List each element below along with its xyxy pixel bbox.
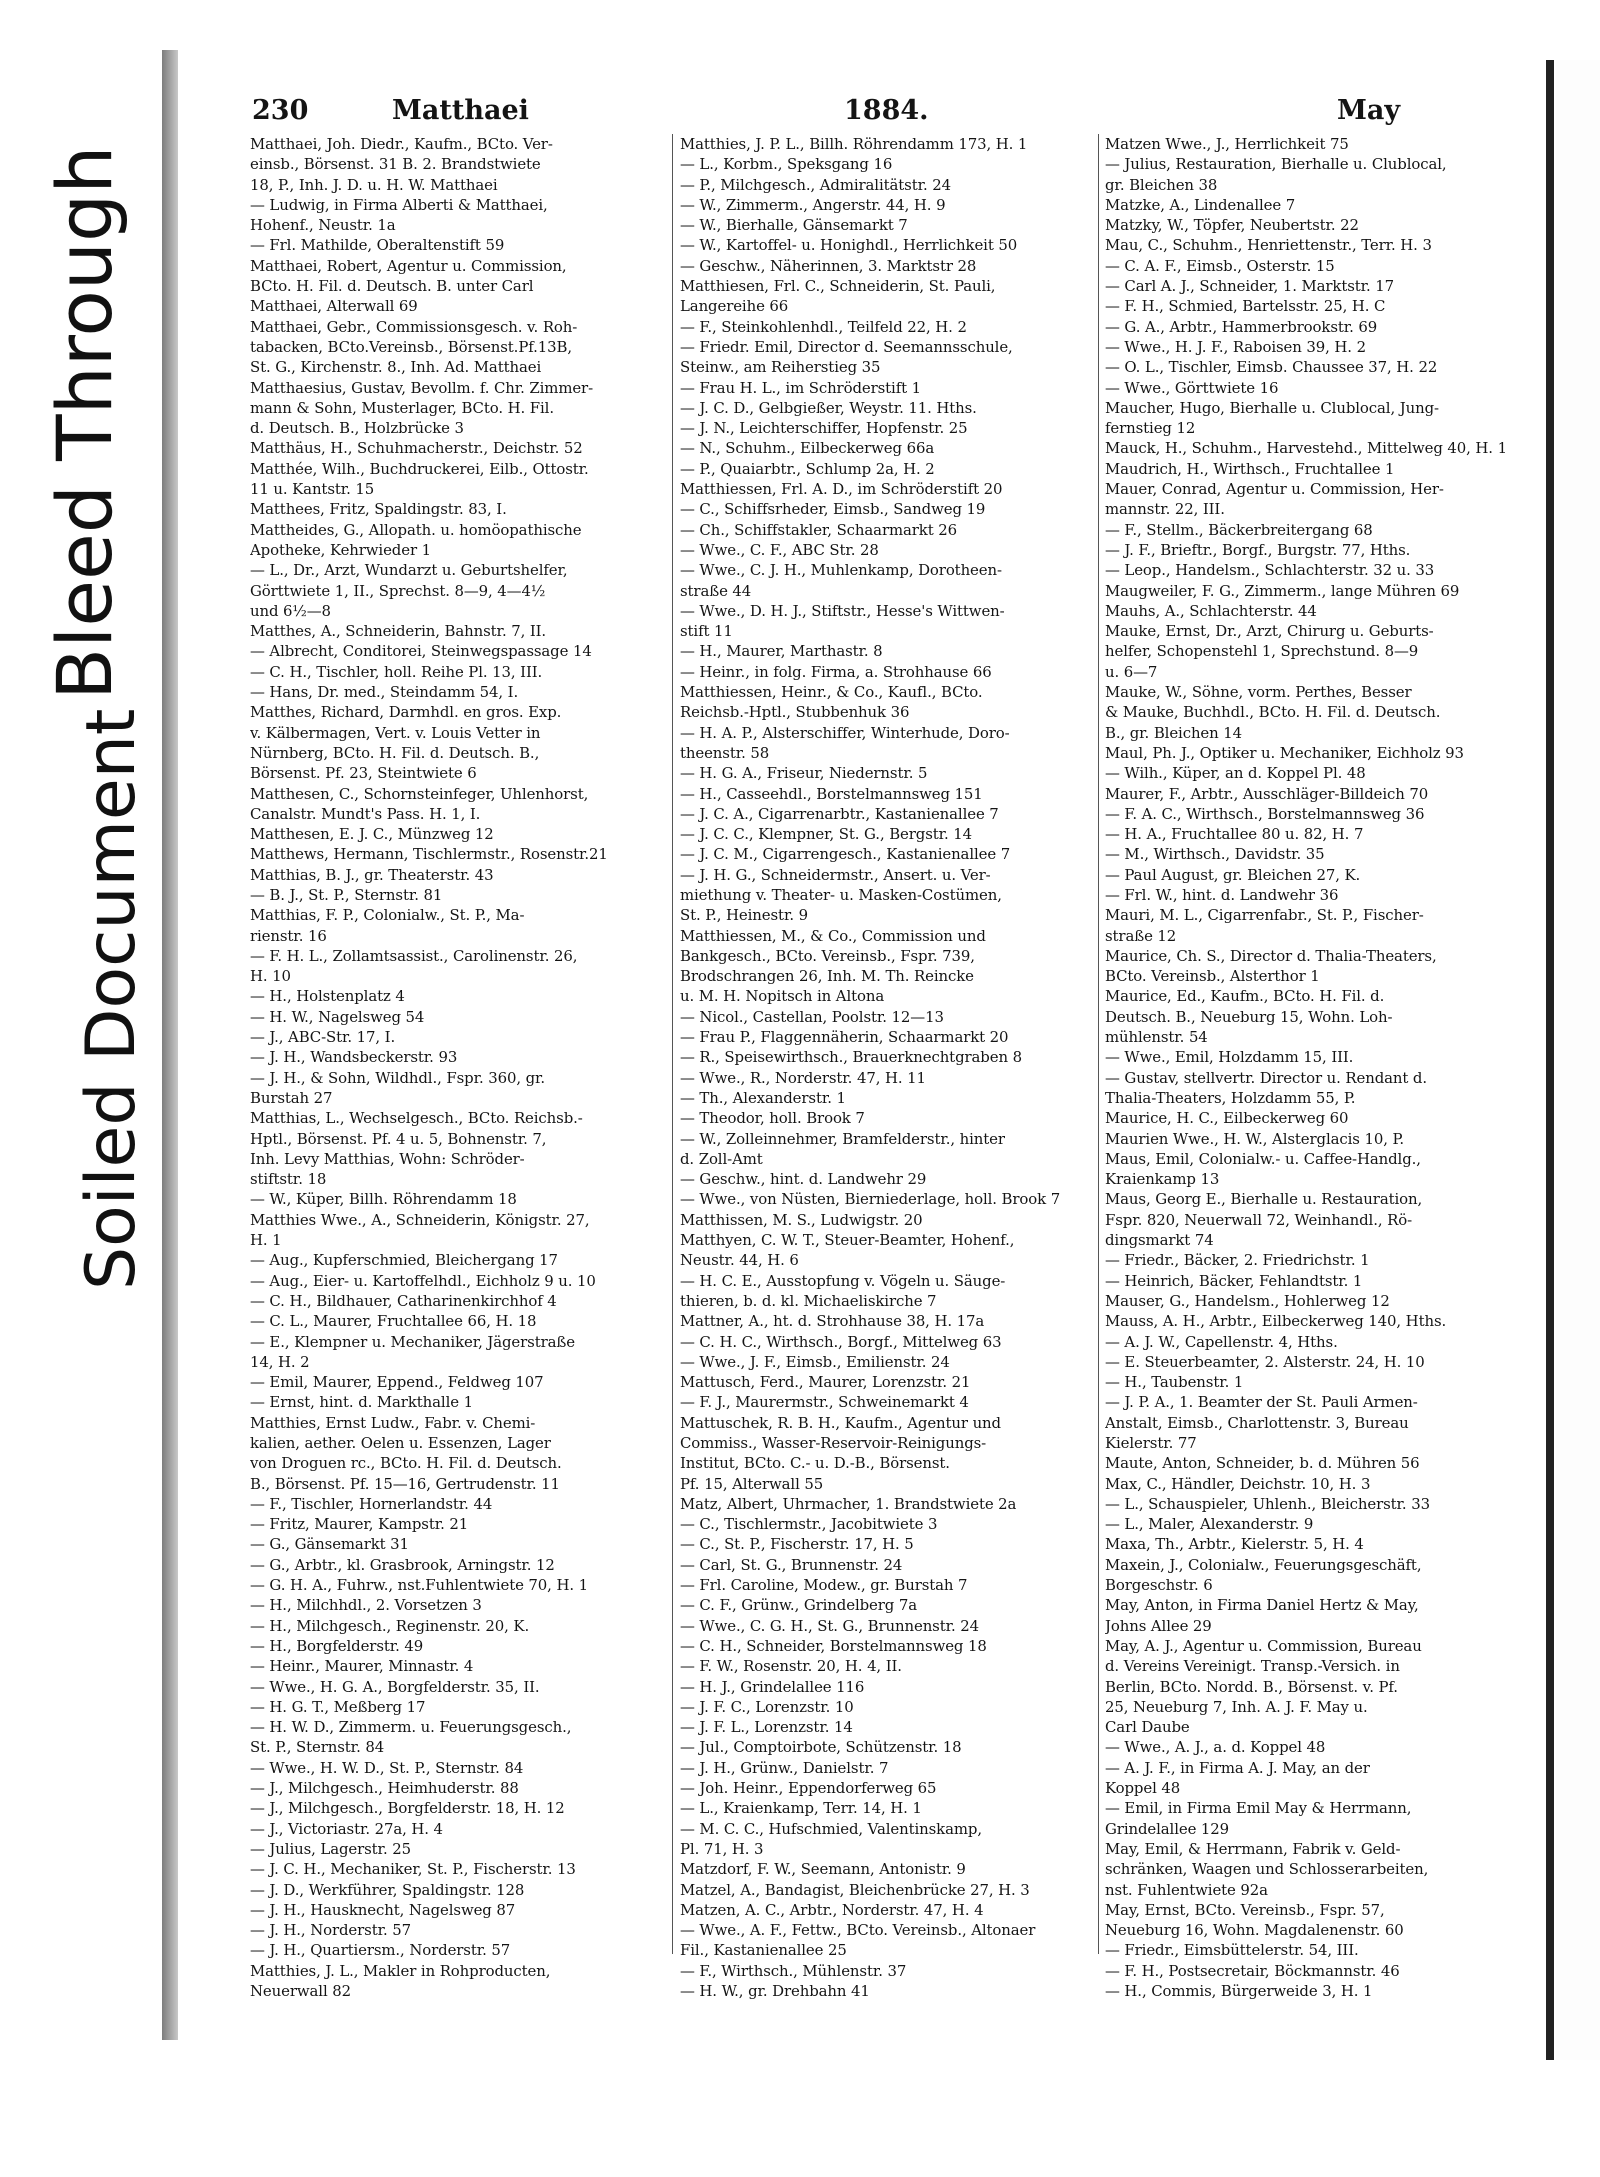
page-number: 230 xyxy=(252,95,309,126)
directory-entry-line: 25, Neueburg 7, Inh. A. J. F. May u. xyxy=(1105,1697,1368,1716)
directory-entry-line: Mauke, W., Söhne, vorm. Perthes, Besser xyxy=(1105,683,1412,702)
directory-entry-line: Neueburg 16, Wohn. Magdalenenstr. 60 xyxy=(1105,1921,1404,1940)
directory-entry-line: Matthiessen, Heinr., & Co., Kaufl., BCto. xyxy=(680,683,983,702)
directory-entry-line: Matthyen, C. W. T., Steuer-Beamter, Hohenf., xyxy=(680,1231,1015,1250)
directory-entry-line: — C., Tischlermstr., Jacobitwiete 3 xyxy=(680,1515,938,1534)
directory-entry-line: — Emil, in Firma Emil May & Herrmann, xyxy=(1105,1799,1412,1818)
directory-entry-line: — J. C. C., Klempner, St. G., Bergstr. 14 xyxy=(680,825,973,844)
column-rule xyxy=(1098,134,1099,1954)
directory-entry-line: Neustr. 44, H. 6 xyxy=(680,1251,799,1270)
directory-entry-line: — G., Arbtr., kl. Grasbrook, Arningstr. 12 xyxy=(250,1555,555,1574)
directory-entry-line: May, Ernst, BCto. Vereinsb., Fspr. 57, xyxy=(1105,1900,1385,1919)
directory-entry-line: Matthaei, Robert, Agentur u. Commission, xyxy=(250,256,567,275)
directory-entry-line: — Julius, Lagerstr. 25 xyxy=(250,1839,411,1858)
directory-entry-line: tabacken, BCto.Vereinsb., Börsenst.Pf.13B, xyxy=(250,337,572,356)
directory-entry-line: u. 6—7 xyxy=(1105,662,1158,681)
directory-entry-line: Matthäus, H., Schuhmacherstr., Deichstr. 52 xyxy=(250,439,583,458)
directory-entry-line: — B. J., St. P., Sternstr. 81 xyxy=(250,885,443,904)
directory-entry-line: — C. H. C., Wirthsch., Borgf., Mittelweg 63 xyxy=(680,1332,1002,1351)
directory-entry-line: von Droguen rc., BCto. H. Fil. d. Deutsch. xyxy=(250,1454,562,1473)
directory-entry-line: — J., Milchgesch., Heimhuderstr. 88 xyxy=(250,1779,519,1798)
directory-entry-line: Matthies, Ernst Ludw., Fabr. v. Chemi- xyxy=(250,1413,536,1432)
directory-entry-line: Mattuschek, R. B. H., Kaufm., Agentur und xyxy=(680,1413,1001,1432)
directory-entry-line: — P., Milchgesch., Admiralitätstr. 24 xyxy=(680,175,951,194)
directory-entry-line: Mauri, M. L., Cigarrenfabr., St. P., Fischer- xyxy=(1105,906,1424,925)
directory-entry-line: — Wwe., Görttwiete 16 xyxy=(1105,378,1279,397)
directory-entry-line: miethung v. Theater- u. Masken-Costümen, xyxy=(680,885,1002,904)
directory-entry-line: — F. J., Maurermstr., Schweinemarkt 4 xyxy=(680,1393,969,1412)
directory-entry-line: — Ludwig, in Firma Alberti & Matthaei, xyxy=(250,195,548,214)
directory-entry-line: — J., Milchgesch., Borgfelderstr. 18, H. 12 xyxy=(250,1799,565,1818)
directory-entry-line: — J. H., & Sohn, Wildhdl., Fspr. 360, gr. xyxy=(250,1068,546,1087)
directory-entry-line: Maxa, Th., Arbtr., Kielerstr. 5, H. 4 xyxy=(1105,1535,1364,1554)
directory-entry-line: Matthiessen, Frl. A. D., im Schröderstift 20 xyxy=(680,480,1003,499)
directory-entry-line: — H. W. D., Zimmerm. u. Feuerungsgesch., xyxy=(250,1718,572,1737)
directory-entry-line: — Carl, St. G., Brunnenstr. 24 xyxy=(680,1555,903,1574)
header-left-word: Matthaei xyxy=(392,95,529,126)
directory-entry-line: — J., ABC-Str. 17, I. xyxy=(250,1028,396,1047)
directory-entry-line: d. Zoll-Amt xyxy=(680,1149,763,1168)
directory-entry-line: — H. A. P., Alsterschiffer, Winterhude, Doro- xyxy=(680,723,1010,742)
directory-entry-line: Matzen Wwe., J., Herrlichkeit 75 xyxy=(1105,135,1349,153)
adjacent-page-strip xyxy=(1556,60,1600,2060)
directory-entry-line: fernstieg 12 xyxy=(1105,419,1196,438)
directory-entry-line: St. G., Kirchenstr. 8., Inh. Ad. Matthaei xyxy=(250,358,542,377)
directory-entry-line: Langereihe 66 xyxy=(680,297,789,316)
directory-entry-line: — F., Stellm., Bäckerbreitergang 68 xyxy=(1105,520,1373,539)
directory-entry-line: Maute, Anton, Schneider, b. d. Mühren 56 xyxy=(1105,1454,1420,1473)
directory-entry-line: Matthissen, M. S., Ludwigstr. 20 xyxy=(680,1210,923,1229)
directory-entry-line: — Theodor, holl. Brook 7 xyxy=(680,1109,865,1128)
directory-entry-line: Mauer, Conrad, Agentur u. Commission, Her- xyxy=(1105,480,1444,499)
directory-entry-line: — Wwe., D. H. J., Stiftstr., Hesse's Wittwen- xyxy=(680,601,1005,620)
directory-entry-line: — H. G. T., Meßberg 17 xyxy=(250,1697,426,1716)
directory-entry-line: — J. C. M., Cigarrengesch., Kastanienallee 7 xyxy=(680,845,1011,864)
directory-entry-line: Matzel, A., Bandagist, Bleichenbrücke 27, H. 3 xyxy=(680,1880,1030,1899)
directory-entry-line: — H., Maurer, Marthastr. 8 xyxy=(680,642,883,661)
column-rule xyxy=(672,134,673,1954)
directory-entry-line: Maurer, F., Arbtr., Ausschläger-Billdeich 70 xyxy=(1105,784,1429,803)
directory-entry-line: — F., Steinkohlenhdl., Teilfeld 22, H. 2 xyxy=(680,317,967,336)
directory-entry-line: — Friedr., Eimsbüttelerstr. 54, III. xyxy=(1105,1941,1359,1960)
directory-entry-line: — G. H. A., Fuhrw., nst.Fuhlentwiete 70, H. 1 xyxy=(250,1576,588,1595)
directory-entry-line: helfer, Schopenstehl 1, Sprechstund. 8—9 xyxy=(1105,642,1419,661)
directory-entry-line: Bankgesch., BCto. Vereinsb., Fspr. 739, xyxy=(680,946,975,965)
directory-entry-line: stiftstr. 18 xyxy=(250,1170,327,1189)
directory-entry-line: Maudrich, H., Wirthsch., Fruchtallee 1 xyxy=(1105,459,1395,478)
directory-entry-line: — Frau P., Flaggennäherin, Schaarmarkt 20 xyxy=(680,1028,1009,1047)
directory-entry-line: Matthesen, E. J. C., Münzweg 12 xyxy=(250,825,494,844)
directory-entry-line: — H. G. A., Friseur, Niedernstr. 5 xyxy=(680,764,928,783)
directory-entry-line: stift 11 xyxy=(680,622,733,641)
directory-entry-line: Deutsch. B., Neueburg 15, Wohn. Loh- xyxy=(1105,1007,1393,1026)
directory-entry-line: — H. W., gr. Drehbahn 41 xyxy=(680,1982,870,2001)
directory-entry-line: Canalstr. Mundt's Pass. H. 1, I. xyxy=(250,804,481,823)
directory-entry-line: May, Anton, in Firma Daniel Hertz & May, xyxy=(1105,1596,1419,1615)
directory-entry-line: Matzke, A., Lindenallee 7 xyxy=(1105,195,1296,214)
directory-entry-line: — Friedr., Bäcker, 2. Friedrichstr. 1 xyxy=(1105,1251,1370,1270)
directory-entry-line: — Wwe., von Nüsten, Bierniederlage, holl. Brook 7 xyxy=(680,1190,1061,1209)
directory-entry-line: — Wilh., Küper, an d. Koppel Pl. 48 xyxy=(1105,764,1366,783)
directory-entry-line: Neuerwall 82 xyxy=(250,1982,351,2001)
directory-entry-line: Hohenf., Neustr. 1a xyxy=(250,216,396,235)
directory-entry-line: Pf. 15, Alterwall 55 xyxy=(680,1474,824,1493)
directory-entry-line: Mattusch, Ferd., Maurer, Lorenzstr. 21 xyxy=(680,1373,971,1392)
directory-entry-line: rienstr. 16 xyxy=(250,926,327,945)
directory-entry-line: — W., Bierhalle, Gänsemarkt 7 xyxy=(680,216,908,235)
directory-entry-line: Matzdorf, F. W., Seemann, Antonistr. 9 xyxy=(680,1860,966,1879)
directory-entry-line: — C. H., Schneider, Borstelmannsweg 18 xyxy=(680,1636,987,1655)
directory-entry-line: Matthias, L., Wechselgesch., BCto. Reichsb.- xyxy=(250,1109,583,1128)
directory-entry-line: — H., Commis, Bürgerweide 3, H. 1 xyxy=(1105,1982,1373,2001)
directory-entry-line: — Wwe., J. F., Eimsb., Emilienstr. 24 xyxy=(680,1352,950,1371)
directory-entry-line: gr. Bleichen 38 xyxy=(1105,175,1218,194)
directory-entry-line: d. Vereins Vereinigt. Transp.-Versich. in xyxy=(1105,1657,1400,1676)
directory-entry-line: Kraienkamp 13 xyxy=(1105,1170,1220,1189)
directory-entry-line: Mauser, G., Handelsm., Hohlerweg 12 xyxy=(1105,1291,1390,1310)
directory-entry-line: — Frl. Caroline, Modew., gr. Burstah 7 xyxy=(680,1576,968,1595)
directory-entry-line: thieren, b. d. kl. Michaeliskirche 7 xyxy=(680,1291,937,1310)
directory-entry-line: Görttwiete 1, II., Sprechst. 8—9, 4—4½ xyxy=(250,581,546,600)
directory-entry-line: — L., Kraienkamp, Terr. 14, H. 1 xyxy=(680,1799,922,1818)
directory-entry-line: — Wwe., A. F., Fettw., BCto. Vereinsb., Altonaer xyxy=(680,1921,1036,1940)
directory-entry-line: — F. A. C., Wirthsch., Borstelmannsweg 36 xyxy=(1105,804,1425,823)
directory-entry-line: — Jul., Comptoirbote, Schützenstr. 18 xyxy=(680,1738,962,1757)
directory-entry-line: — J. P. A., 1. Beamter der St. Pauli Armen- xyxy=(1105,1393,1418,1412)
directory-entry-line: — Carl A. J., Schneider, 1. Marktstr. 17 xyxy=(1105,277,1395,296)
directory-entry-line: & Mauke, Buchhdl., BCto. H. Fil. d. Deutsch. xyxy=(1105,703,1441,722)
directory-entry-line: Nürnberg, BCto. H. Fil. d. Deutsch. B., xyxy=(250,743,540,762)
directory-entry-line: Maucher, Hugo, Bierhalle u. Clublocal, Jung- xyxy=(1105,398,1439,417)
directory-entry-line: kalien, aether. Oelen u. Essenzen, Lager xyxy=(250,1434,551,1452)
directory-entry-line: nst. Fuhlentwiete 92a xyxy=(1105,1880,1268,1899)
directory-entry-line: BCto. H. Fil. d. Deutsch. B. unter Carl xyxy=(250,277,534,296)
directory-entry-line: Matthes, Richard, Darmhdl. en gros. Exp. xyxy=(250,703,562,722)
directory-entry-line: — H. W., Nagelsweg 54 xyxy=(250,1007,425,1026)
directory-entry-line: — F. H., Postsecretair, Böckmannstr. 46 xyxy=(1105,1961,1400,1980)
directory-entry-line: Matthaei, Alterwall 69 xyxy=(250,297,418,316)
directory-entry-line: — J. H., Norderstr. 57 xyxy=(250,1921,411,1940)
directory-entry-line: Thalia-Theaters, Holzdamm 55, P. xyxy=(1105,1088,1356,1107)
directory-entry-line: — H. J., Grindelallee 116 xyxy=(680,1677,865,1696)
directory-entry-line: — Wwe., R., Norderstr. 47, H. 11 xyxy=(680,1068,926,1087)
directory-entry-line: Maurice, H. C., Eilbeckerweg 60 xyxy=(1105,1109,1349,1128)
directory-entry-line: Matthies, J. P. L., Billh. Röhrendamm 173, H. 1 xyxy=(680,135,1028,153)
directory-entry-line: — J. H., Hausknecht, Nagelsweg 87 xyxy=(250,1900,516,1919)
directory-entry-line: straße 44 xyxy=(680,581,752,600)
bleed-through-stamp: Bleed Through xyxy=(40,145,129,700)
directory-entry-line: Matz, Albert, Uhrmacher, 1. Brandstwiete 2a xyxy=(680,1494,1017,1513)
directory-entry-line: — E. Steuerbeamter, 2. Alsterstr. 24, H. 10 xyxy=(1105,1352,1425,1371)
directory-entry-line: Kielerstr. 77 xyxy=(1105,1434,1197,1452)
directory-entry-line: Matthias, B. J., gr. Theaterstr. 43 xyxy=(250,865,494,884)
directory-entry-line: Apotheke, Kehrwieder 1 xyxy=(250,540,431,559)
directory-entry-line: — C. H., Bildhauer, Catharinenkirchhof 4 xyxy=(250,1291,557,1310)
directory-entry-line: Inh. Levy Matthias, Wohn: Schröder- xyxy=(250,1149,525,1168)
directory-entry-line: — H., Milchgesch., Reginenstr. 20, K. xyxy=(250,1616,530,1635)
directory-entry-line: — L., Schauspieler, Uhlenh., Bleicherstr. 33 xyxy=(1105,1494,1430,1513)
directory-column-1 xyxy=(250,134,670,2001)
directory-entry-line: — C. A. F., Eimsb., Osterstr. 15 xyxy=(1105,256,1335,275)
directory-entry-line: — W., Kartoffel- u. Honighdl., Herrlichkeit 50 xyxy=(680,236,1018,255)
directory-entry-line: Maul, Ph. J., Optiker u. Mechaniker, Eichholz 93 xyxy=(1105,743,1464,762)
directory-entry-line: — Wwe., H. G. A., Borgfelderstr. 35, II. xyxy=(250,1677,540,1696)
directory-entry-line: — C., Schiffsrheder, Eimsb., Sandweg 19 xyxy=(680,500,986,519)
directory-entry-line: — Th., Alexanderstr. 1 xyxy=(680,1088,846,1107)
directory-entry-line: Burstah 27 xyxy=(250,1088,333,1107)
directory-entry-line: dingsmarkt 74 xyxy=(1105,1231,1214,1250)
directory-entry-line: May, Emil, & Herrmann, Fabrik v. Geld- xyxy=(1105,1839,1401,1858)
directory-entry-line: Maxein, J., Colonialw., Feuerungsgeschäft, xyxy=(1105,1555,1422,1574)
directory-entry-line: — M., Wirthsch., Davidstr. 35 xyxy=(1105,845,1325,864)
directory-entry-line: — Aug., Eier- u. Kartoffelhdl., Eichholz 9 u. 10 xyxy=(250,1271,596,1290)
directory-entry-line: Matthiesen, Frl. C., Schneiderin, St. Pauli, xyxy=(680,277,996,296)
directory-entry-line: Matthaei, Joh. Diedr., Kaufm., BCto. Ver- xyxy=(250,135,553,153)
directory-entry-line: — H. A., Fruchtallee 80 u. 82, H. 7 xyxy=(1105,825,1364,844)
directory-entry-line: 11 u. Kantstr. 15 xyxy=(250,480,375,499)
directory-entry-line: Matthies Wwe., A., Schneiderin, Königstr. 27, xyxy=(250,1210,590,1229)
directory-entry-line: — Ernst, hint. d. Markthalle 1 xyxy=(250,1393,473,1412)
directory-entry-line: Maugweiler, F. G., Zimmerm., lange Mühren 69 xyxy=(1105,581,1460,600)
directory-entry-line: — Leop., Handelsm., Schlachterstr. 32 u. 33 xyxy=(1105,561,1435,580)
directory-entry-line: Reichsb.-Hptl., Stubbenhuk 36 xyxy=(680,703,910,722)
directory-entry-line: Maus, Georg E., Bierhalle u. Restauration, xyxy=(1105,1190,1423,1209)
directory-entry-line: Max, C., Händler, Deichstr. 10, H. 3 xyxy=(1105,1474,1371,1493)
directory-entry-line: — H., Taubenstr. 1 xyxy=(1105,1373,1244,1392)
directory-entry-line: — O. L., Tischler, Eimsb. Chaussee 37, H. 22 xyxy=(1105,358,1438,377)
directory-entry-line: Matthesen, C., Schornsteinfeger, Uhlenhorst, xyxy=(250,784,589,803)
directory-entry-line: Koppel 48 xyxy=(1105,1779,1181,1798)
directory-entry-line: Matthée, Wilh., Buchdruckerei, Eilb., Ottostr. xyxy=(250,459,589,478)
directory-entry-line: — N., Schuhm., Eilbeckerweg 66a xyxy=(680,439,935,458)
directory-entry-line: — W., Zolleinnehmer, Bramfelderstr., hinter xyxy=(680,1129,1005,1148)
page-binding-edge xyxy=(1546,60,1554,2060)
directory-entry-line: — P., Quaiarbtr., Schlump 2a, H. 2 xyxy=(680,459,935,478)
directory-entry-line: — J. F. C., Lorenzstr. 10 xyxy=(680,1697,854,1716)
directory-entry-line: — E., Klempner u. Mechaniker, Jägerstraße xyxy=(250,1332,575,1351)
directory-entry-line: einsb., Börsenst. 31 B. 2. Brandstwiete xyxy=(250,155,541,174)
directory-entry-line: 14, H. 2 xyxy=(250,1352,310,1371)
directory-entry-line: — F., Wirthsch., Mühlenstr. 37 xyxy=(680,1961,907,1980)
directory-entry-line: — Geschw., hint. d. Landwehr 29 xyxy=(680,1170,927,1189)
directory-entry-line: — L., Korbm., Speksgang 16 xyxy=(680,155,893,174)
directory-entry-line: — H. C. E., Ausstopfung v. Vögeln u. Säuge- xyxy=(680,1271,1006,1290)
directory-entry-line: — Frau H. L., im Schröderstift 1 xyxy=(680,378,921,397)
directory-entry-line: d. Deutsch. B., Holzbrücke 3 xyxy=(250,419,464,438)
directory-entry-line: mannstr. 22, III. xyxy=(1105,500,1225,519)
directory-entry-line: — R., Speisewirthsch., Brauerknechtgraben 8 xyxy=(680,1048,1022,1067)
directory-entry-line: Matthiessen, M., & Co., Commission und xyxy=(680,926,986,945)
running-header xyxy=(252,95,1482,135)
directory-entry-line: — J. D., Werkführer, Spaldingstr. 128 xyxy=(250,1880,525,1899)
directory-entry-line: 18, P., Inh. J. D. u. H. W. Matthaei xyxy=(250,175,498,194)
directory-entry-line: straße 12 xyxy=(1105,926,1177,945)
directory-entry-line: Maurice, Ed., Kaufm., BCto. H. Fil. d. xyxy=(1105,987,1385,1006)
directory-entry-line: Matthees, Fritz, Spaldingstr. 83, I. xyxy=(250,500,507,519)
directory-entry-line: — Wwe., H. J. F., Raboisen 39, H. 2 xyxy=(1105,337,1366,356)
directory-entry-line: — J. H., Quartiersm., Norderstr. 57 xyxy=(250,1941,511,1960)
directory-entry-line: — Hans, Dr. med., Steindamm 54, I. xyxy=(250,683,519,702)
directory-entry-line: — F., Tischler, Hornerlandstr. 44 xyxy=(250,1494,493,1513)
directory-entry-line: — Wwe., H. W. D., St. P., Sternstr. 84 xyxy=(250,1758,524,1777)
directory-entry-line: — Wwe., C. F., ABC Str. 28 xyxy=(680,540,879,559)
directory-column-3 xyxy=(1105,134,1520,2001)
directory-entry-line: — Wwe., C. J. H., Muhlenkamp, Dorotheen- xyxy=(680,561,1002,580)
directory-entry-line: Maurien Wwe., H. W., Alsterglacis 10, P. xyxy=(1105,1129,1405,1148)
directory-entry-line: — A. J. W., Capellenstr. 4, Hths. xyxy=(1105,1332,1338,1351)
directory-entry-line: Hptl., Börsenst. Pf. 4 u. 5, Bohnenstr. 7, xyxy=(250,1129,547,1148)
directory-entry-line: — J. H., Grünw., Danielstr. 7 xyxy=(680,1758,889,1777)
directory-entry-line: u. M. H. Nopitsch in Altona xyxy=(680,987,885,1006)
page-edge-shadow xyxy=(162,50,178,2040)
directory-entry-line: schränken, Waagen und Schlosserarbeiten, xyxy=(1105,1860,1429,1879)
directory-entry-line: Fspr. 820, Neuerwall 72, Weinhandl., Rö- xyxy=(1105,1210,1413,1229)
directory-entry-line: — Wwe., C. G. H., St. G., Brunnenstr. 24 xyxy=(680,1616,980,1635)
soiled-document-stamp: Soiled Document xyxy=(72,708,151,1290)
directory-entry-line: — J. C. A., Cigarrenarbtr., Kastanienallee 7 xyxy=(680,804,999,823)
directory-entry-line: — L., Maler, Alexanderstr. 9 xyxy=(1105,1515,1314,1534)
directory-entry-line: — C. H., Tischler, holl. Reihe Pl. 13, III. xyxy=(250,662,543,681)
directory-entry-line: — M. C. C., Hufschmied, Valentinskamp, xyxy=(680,1819,982,1838)
directory-entry-line: — H., Milchhdl., 2. Vorsetzen 3 xyxy=(250,1596,482,1615)
directory-entry-line: Mauck, H., Schuhm., Harvestehd., Mittelweg 40, H. 1 xyxy=(1105,439,1507,458)
directory-entry-line: Pl. 71, H. 3 xyxy=(680,1839,764,1858)
directory-entry-line: Maus, Emil, Colonialw.- u. Caffee-Handlg., xyxy=(1105,1149,1421,1168)
directory-entry-line: B., Börsenst. Pf. 15—16, Gertrudenstr. 11 xyxy=(250,1474,560,1493)
directory-entry-line: — Frl. Mathilde, Oberaltenstift 59 xyxy=(250,236,505,255)
directory-entry-line: Steinw., am Reiherstieg 35 xyxy=(680,358,881,377)
directory-entry-line: Grindelallee 129 xyxy=(1105,1819,1230,1838)
directory-entry-line: — Emil, Maurer, Eppend., Feldweg 107 xyxy=(250,1373,544,1392)
directory-entry-line: — H., Holstenplatz 4 xyxy=(250,987,405,1006)
directory-entry-line: — C. L., Maurer, Fruchtallee 66, H. 18 xyxy=(250,1312,537,1331)
header-year: 1884. xyxy=(844,95,929,126)
directory-entry-line: — Julius, Restauration, Bierhalle u. Clublocal, xyxy=(1105,155,1447,174)
directory-entry-line: — F. W., Rosenstr. 20, H. 4, II. xyxy=(680,1657,902,1676)
directory-entry-line: Matzky, W., Töpfer, Neubertstr. 22 xyxy=(1105,216,1359,235)
directory-entry-line: — Wwe., A. J., a. d. Koppel 48 xyxy=(1105,1738,1326,1757)
directory-entry-line: — Heinr., in folg. Firma, a. Strohhause 66 xyxy=(680,662,992,681)
directory-entry-line: — J. H., Wandsbeckerstr. 93 xyxy=(250,1048,458,1067)
directory-entry-line: — J., Victoriastr. 27a, H. 4 xyxy=(250,1819,443,1838)
directory-entry-line: H. 1 xyxy=(250,1231,282,1250)
directory-entry-line: — C. F., Grünw., Grindelberg 7a xyxy=(680,1596,917,1615)
directory-entry-line: — L., Dr., Arzt, Wundarzt u. Geburtshelfer, xyxy=(250,561,568,580)
directory-entry-line: Commiss., Wasser-Reservoir-Reinigungs- xyxy=(680,1434,987,1452)
directory-entry-line: Matthaesius, Gustav, Bevollm. f. Chr. Zimmer- xyxy=(250,378,594,397)
directory-entry-line: Anstalt, Eimsb., Charlottenstr. 3, Bureau xyxy=(1105,1413,1409,1432)
directory-entry-line: mühlenstr. 54 xyxy=(1105,1028,1208,1047)
directory-entry-line: — F. H., Schmied, Bartelsstr. 25, H. C xyxy=(1105,297,1386,316)
directory-entry-line: — Frl. W., hint. d. Landwehr 36 xyxy=(1105,885,1339,904)
directory-entry-line: Matthes, A., Schneiderin, Bahnstr. 7, II. xyxy=(250,622,547,641)
directory-entry-line: — W., Küper, Billh. Röhrendamm 18 xyxy=(250,1190,517,1209)
directory-column-2 xyxy=(680,134,1095,2001)
directory-entry-line: Mattheides, G., Allopath. u. homöopathische xyxy=(250,520,582,539)
directory-entry-line: B., gr. Bleichen 14 xyxy=(1105,723,1243,742)
directory-entry-line: St. P., Sternstr. 84 xyxy=(250,1738,385,1757)
directory-entry-line: — Nicol., Castellan, Poolstr. 12—13 xyxy=(680,1007,944,1026)
directory-entry-line: Mauke, Ernst, Dr., Arzt, Chirurg u. Geburts- xyxy=(1105,622,1434,641)
directory-entry-line: BCto. Vereinsb., Alsterthor 1 xyxy=(1105,967,1320,986)
directory-entry-line: — Heinr., Maurer, Minnastr. 4 xyxy=(250,1657,474,1676)
directory-entry-line: — Paul August, gr. Bleichen 27, K. xyxy=(1105,865,1361,884)
directory-entry-line: — Wwe., Emil, Holzdamm 15, III. xyxy=(1105,1048,1354,1067)
directory-entry-line: Matzen, A. C., Arbtr., Norderstr. 47, H. 4 xyxy=(680,1900,984,1919)
directory-entry-line: — G. A., Arbtr., Hammerbrookstr. 69 xyxy=(1105,317,1378,336)
directory-entry-line: Berlin, BCto. Nordd. B., Börsenst. v. Pf. xyxy=(1105,1677,1398,1696)
directory-entry-line: — Friedr. Emil, Director d. Seemannsschule, xyxy=(680,337,1013,356)
directory-entry-line: St. P., Heinestr. 9 xyxy=(680,906,808,925)
directory-entry-line: — J. H. G., Schneidermstr., Ansert. u. Ver- xyxy=(680,865,991,884)
directory-entry-line: — J. C. H., Mechaniker, St. P., Fischerstr. 13 xyxy=(250,1860,576,1879)
directory-entry-line: Maurice, Ch. S., Director d. Thalia-Theaters, xyxy=(1105,946,1437,965)
directory-entry-line: — A. J. F., in Firma A. J. May, an der xyxy=(1105,1758,1370,1777)
header-right-word: May xyxy=(1337,95,1401,126)
directory-entry-line: und 6½—8 xyxy=(250,601,331,620)
directory-entry-line: — H., Casseehdl., Borstelmannsweg 151 xyxy=(680,784,983,803)
directory-entry-line: — J. C. D., Gelbgießer, Weystr. 11. Hths. xyxy=(680,398,977,417)
directory-entry-line: — Geschw., Näherinnen, 3. Marktstr 28 xyxy=(680,256,977,275)
directory-entry-line: — J. N., Leichterschiffer, Hopfenstr. 25 xyxy=(680,419,968,438)
directory-entry-line: Carl Daube xyxy=(1105,1718,1190,1737)
directory-entry-line: mann & Sohn, Musterlager, BCto. H. Fil. xyxy=(250,398,554,417)
directory-entry-line: — C., St. P., Fischerstr. 17, H. 5 xyxy=(680,1535,914,1554)
directory-entry-line: — H., Borgfelderstr. 49 xyxy=(250,1636,424,1655)
directory-entry-line: Matthies, J. L., Makler in Rohproducten, xyxy=(250,1961,551,1980)
directory-entry-line: Börsenst. Pf. 23, Steintwiete 6 xyxy=(250,764,477,783)
directory-entry-line: — Fritz, Maurer, Kampstr. 21 xyxy=(250,1515,469,1534)
directory-entry-line: — Gustav, stellvertr. Director u. Rendant d. xyxy=(1105,1068,1427,1087)
directory-entry-line: — W., Zimmerm., Angerstr. 44, H. 9 xyxy=(680,195,946,214)
directory-entry-line: Brodschrangen 26, Inh. M. Th. Reincke xyxy=(680,967,974,986)
directory-entry-line: Institut, BCto. C.- u. D.-B., Börsenst. xyxy=(680,1454,950,1473)
directory-entry-line: Mauss, A. H., Arbtr., Eilbeckerweg 140, Hths. xyxy=(1105,1312,1447,1331)
directory-entry-line: Borgeschstr. 6 xyxy=(1105,1576,1213,1595)
directory-entry-line: — Ch., Schiffstakler, Schaarmarkt 26 xyxy=(680,520,957,539)
directory-entry-line: Mau, C., Schuhm., Henriettenstr., Terr. H. 3 xyxy=(1105,236,1432,255)
directory-entry-line: theenstr. 58 xyxy=(680,743,770,762)
directory-entry-line: — J. F. L., Lorenzstr. 14 xyxy=(680,1718,853,1737)
directory-entry-line: — Albrecht, Conditorei, Steinwegspassage 14 xyxy=(250,642,592,661)
directory-entry-line: Matthews, Hermann, Tischlermstr., Rosenstr.21 xyxy=(250,845,608,864)
directory-entry-line: H. 10 xyxy=(250,967,291,986)
directory-entry-line: — F. H. L., Zollamtsassist., Carolinenstr. 26, xyxy=(250,946,578,965)
directory-entry-line: — G., Gänsemarkt 31 xyxy=(250,1535,409,1554)
directory-entry-line: Matthaei, Gebr., Commissionsgesch. v. Roh- xyxy=(250,317,578,336)
directory-entry-line: Mattner, A., ht. d. Strohhause 38, H. 17a xyxy=(680,1312,985,1331)
directory-entry-line: — Heinrich, Bäcker, Fehlandtstr. 1 xyxy=(1105,1271,1363,1290)
directory-entry-line: v. Kälbermagen, Vert. v. Louis Vetter in xyxy=(250,723,541,742)
directory-entry-line: Mauhs, A., Schlachterstr. 44 xyxy=(1105,601,1317,620)
directory-entry-line: May, A. J., Agentur u. Commission, Bureau xyxy=(1105,1636,1422,1655)
directory-entry-line: — Joh. Heinr., Eppendorferweg 65 xyxy=(680,1779,937,1798)
directory-entry-line: — Aug., Kupferschmied, Bleichergang 17 xyxy=(250,1251,558,1270)
directory-entry-line: Johns Allee 29 xyxy=(1105,1616,1212,1635)
directory-entry-line: — J. F., Brieftr., Borgf., Burgstr. 77, Hths. xyxy=(1105,540,1411,559)
directory-entry-line: Fil., Kastanienallee 25 xyxy=(680,1941,847,1960)
directory-entry-line: Matthias, F. P., Colonialw., St. P., Ma- xyxy=(250,906,525,925)
